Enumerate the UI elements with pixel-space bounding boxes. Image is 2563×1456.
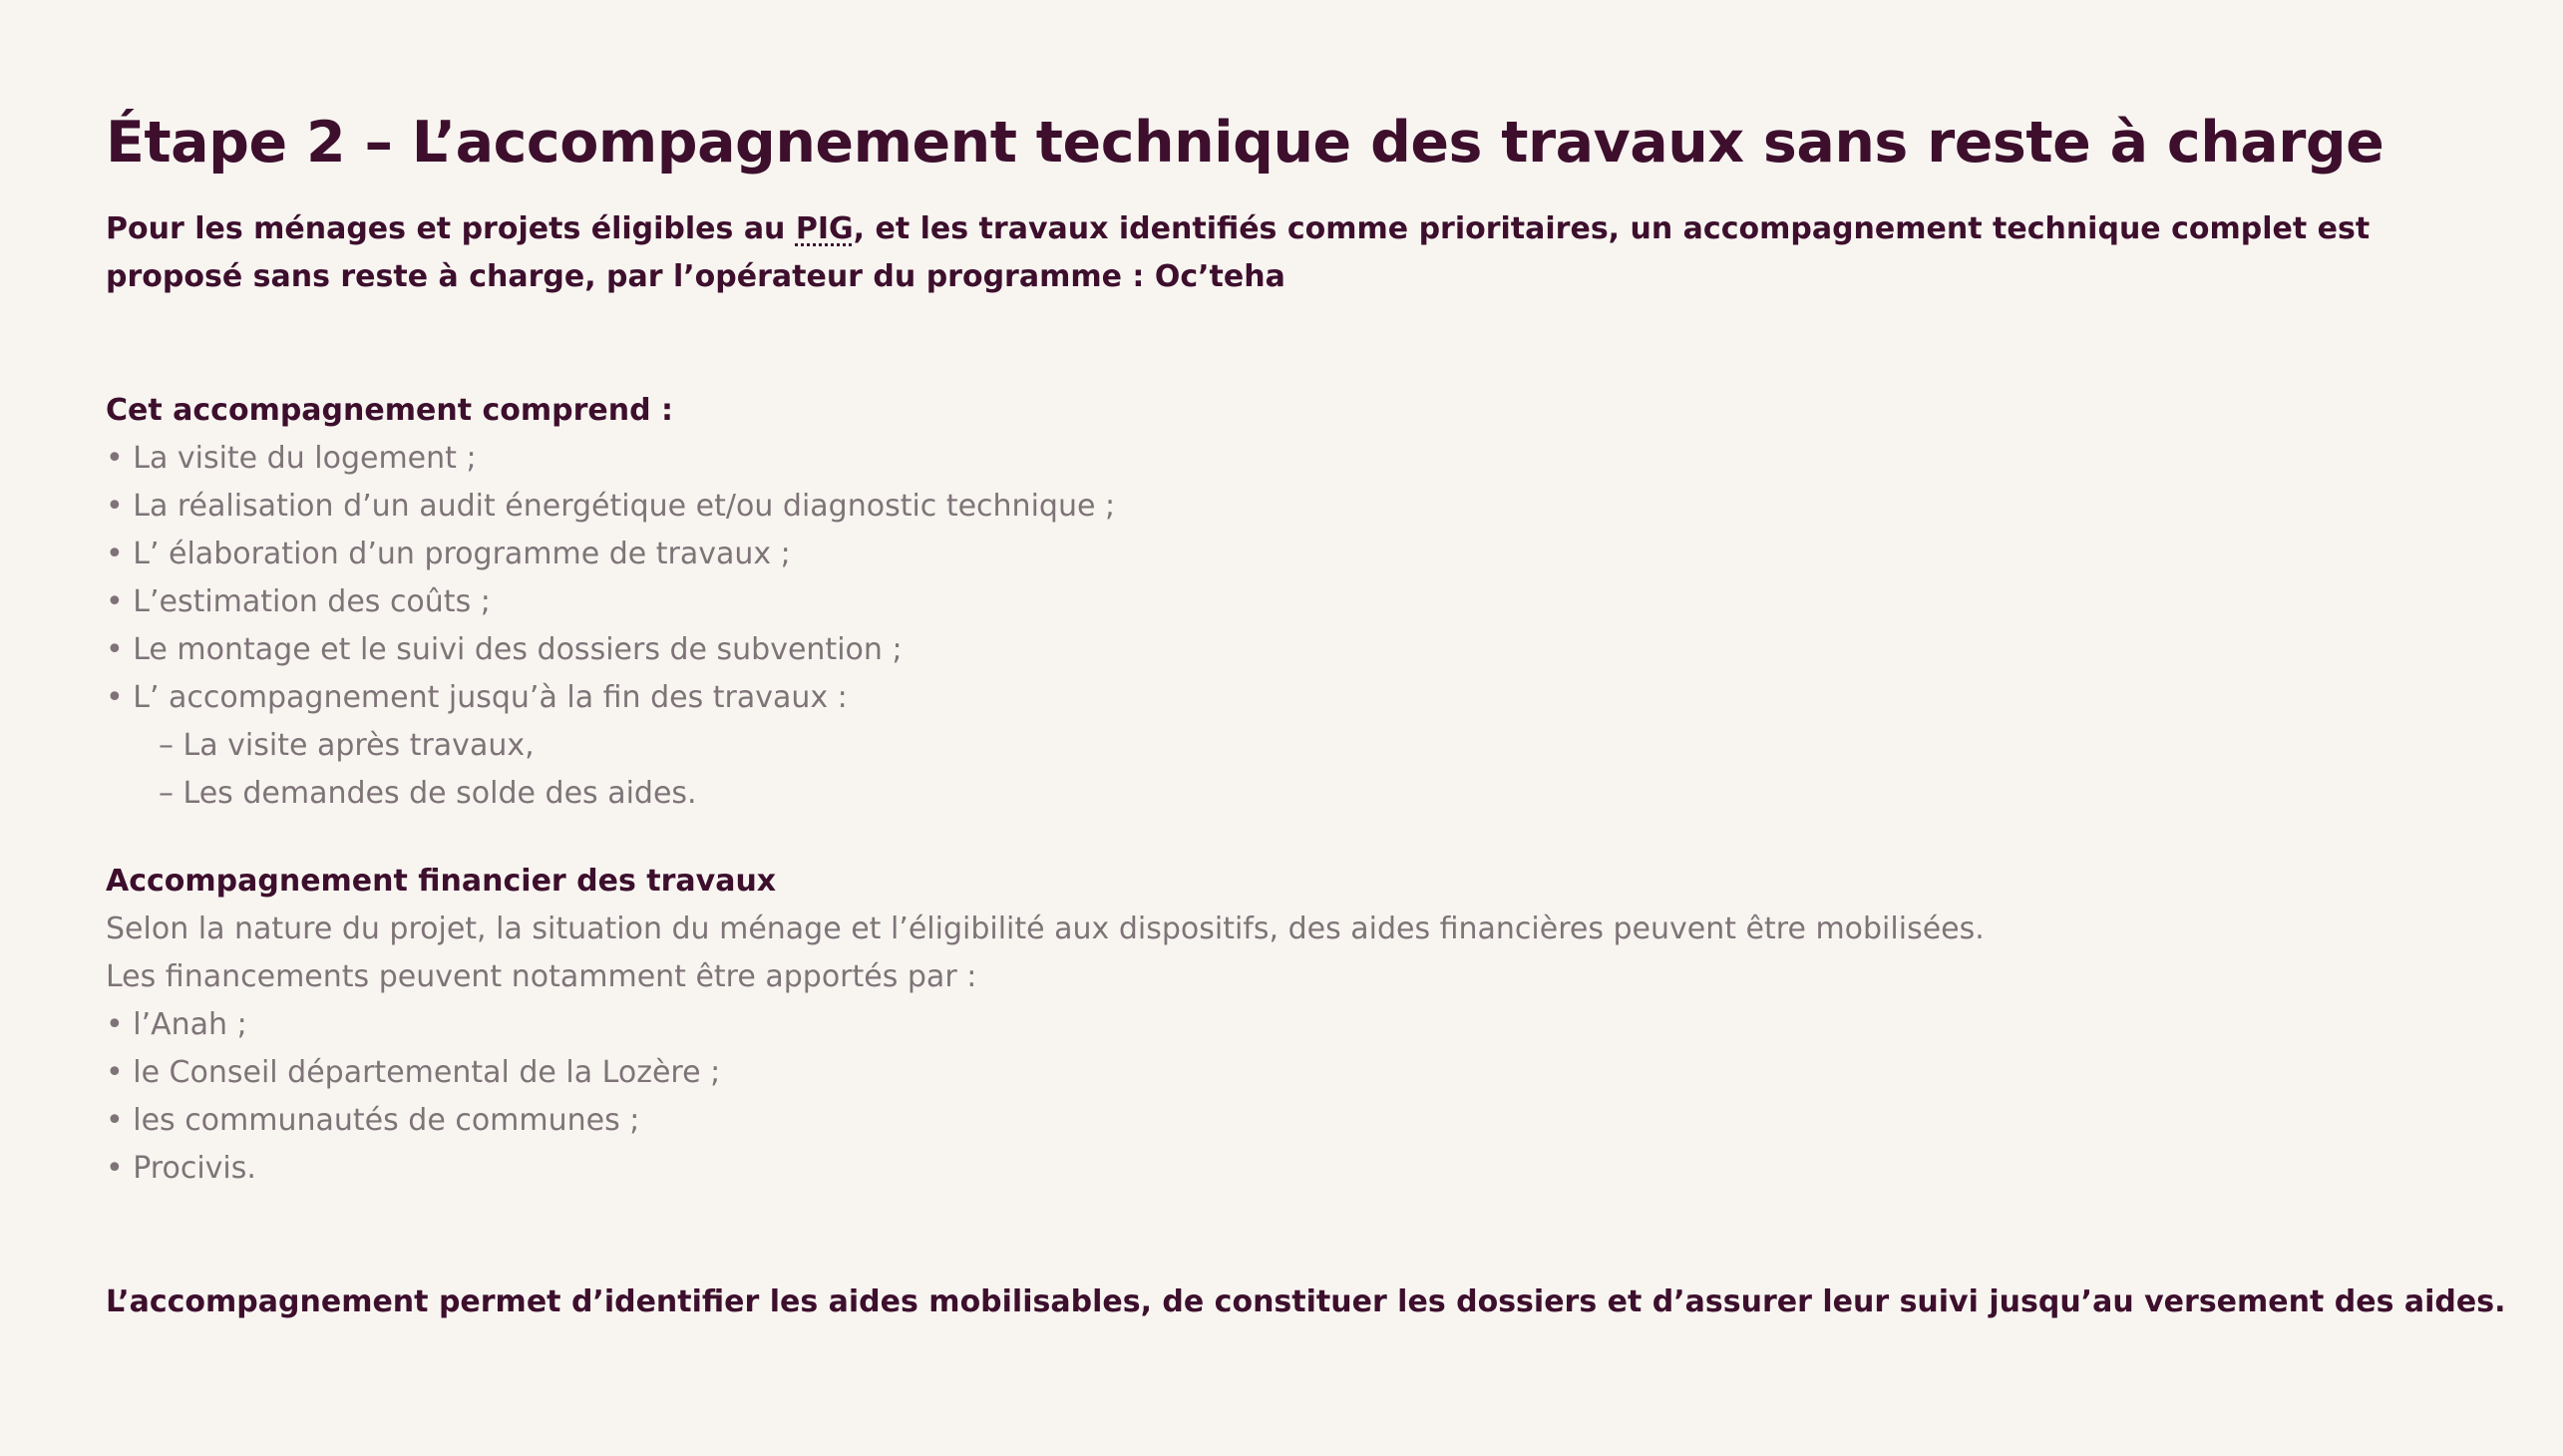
page-title: Étape 2 – L’accompagnement technique des travaux sans reste à charge xyxy=(106,110,2384,176)
financial-section-title: Accompagnement financier des travaux xyxy=(106,864,777,899)
funder-item-anah: • l’Anah ; xyxy=(106,1007,247,1042)
conclusion-block xyxy=(106,1278,2506,1326)
support-item-programme: • L’ élaboration d’un programme de travaux ; xyxy=(106,537,791,571)
support-item-cost-estimate: • L’estimation des coûts ; xyxy=(106,584,491,619)
intro-paragraph xyxy=(106,205,2439,301)
financial-paragraph-2: Les financements peuvent notamment être apportés par : xyxy=(106,959,977,994)
funders-list xyxy=(106,1001,2457,1193)
follow-up-sublist xyxy=(106,722,2457,818)
support-item-follow-up: • L’ accompagnement jusqu’à la fin des travaux : xyxy=(106,680,848,715)
intro-text-before: Pour les ménages et projets éligibles au xyxy=(106,211,796,246)
funder-item-communautes: • les communautés de communes ; xyxy=(106,1103,640,1138)
support-item-subsidy-files: • Le montage et le suivi des dossiers de subvention ; xyxy=(106,632,903,667)
support-item-visit: • La visite du logement ; xyxy=(106,441,477,476)
conclusion-text: L’accompagnement permet d’identifier les aides mobilisables, de constituer les dossiers et d’assurer leur suivi jusqu’au versement des aides. xyxy=(106,1284,2506,1319)
subitem-balance-requests: – Les demandes de solde des aides. xyxy=(159,776,697,811)
funder-item-procivis: • Procivis. xyxy=(106,1151,256,1186)
funder-item-departement: • le Conseil départemental de la Lozère ; xyxy=(106,1055,721,1090)
support-item-audit: • La réalisation d’un audit énergétique et/ou diagnostic technique ; xyxy=(106,489,1116,524)
support-section-title: Cet accompagnement comprend : xyxy=(106,393,674,428)
financial-paragraph-1: Selon la nature du projet, la situation du ménage et l’éligibilité aux dispositifs, des aides financières peuvent être mobilisées. xyxy=(106,911,1985,946)
support-list xyxy=(106,435,2457,722)
subitem-post-works-visit: – La visite après travaux, xyxy=(159,728,535,763)
intro-text-after: , et les travaux identifiés comme prioritaires, un accompagnement technique complet est proposé sans reste à charge, par l’opérateur du programme : Oc’teha xyxy=(106,211,2371,294)
pig-abbreviation[interactable]: PIG xyxy=(795,211,854,246)
